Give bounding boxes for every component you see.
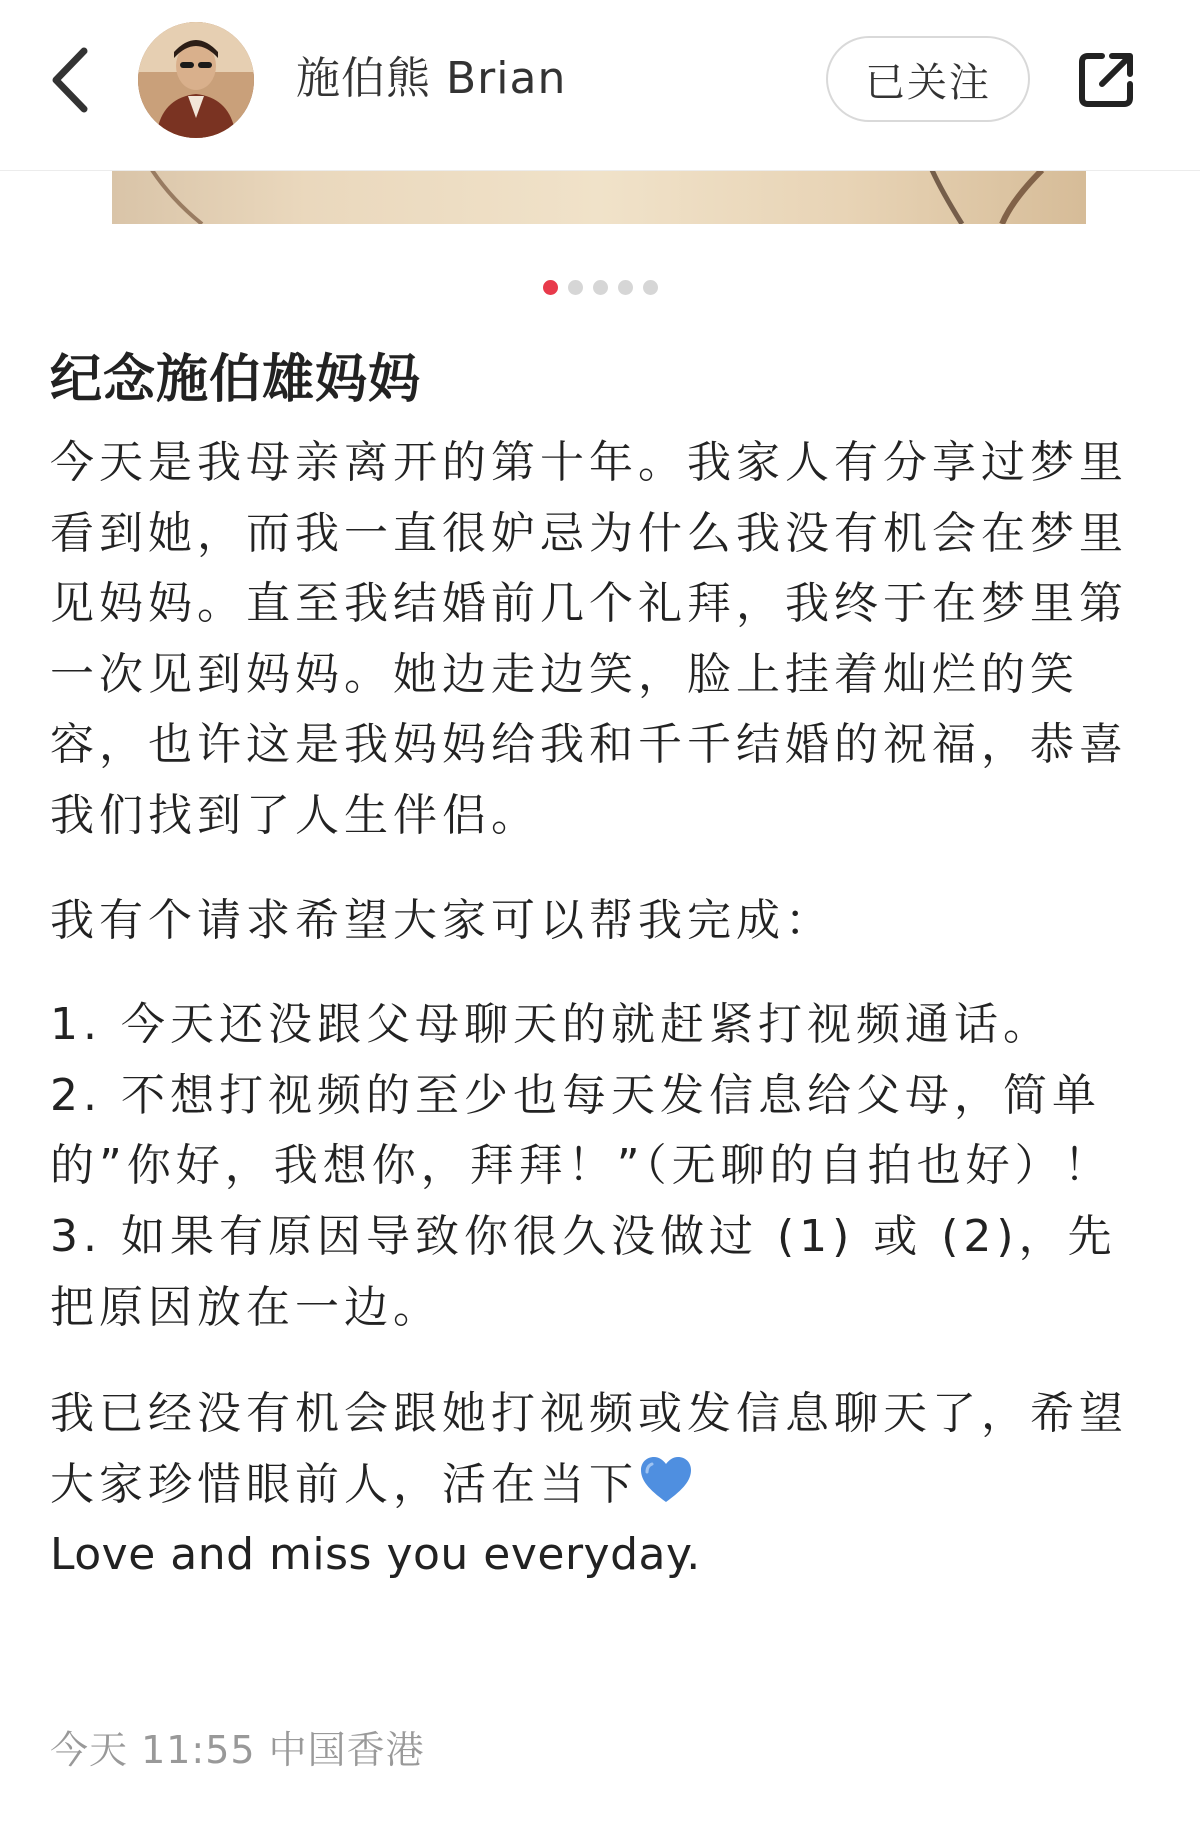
author-name[interactable]: 施伯熊 Brian — [296, 53, 567, 104]
chevron-left-icon — [48, 45, 92, 115]
post-paragraph: 我有个请求希望大家可以帮我完成： — [50, 894, 834, 946]
carousel-dot[interactable] — [593, 280, 608, 295]
follow-button[interactable]: 已关注 — [826, 36, 1030, 122]
post-content — [50, 340, 1160, 1591]
carousel-dot[interactable] — [618, 280, 633, 295]
carousel-dot[interactable] — [568, 280, 583, 295]
post-image-fragment — [112, 170, 1086, 224]
post-paragraph-text: 我已经没有机会跟她打视频或发信息聊天了，希望大家珍惜眼前人，活在当下 — [50, 1388, 1128, 1510]
carousel-dot[interactable] — [643, 280, 658, 295]
post-image[interactable] — [112, 170, 1086, 224]
post-title: 纪念施伯雄妈妈 — [50, 350, 422, 410]
carousel-indicator[interactable] — [0, 280, 1200, 295]
avatar-image — [138, 22, 254, 138]
post-paragraph — [50, 1379, 1160, 1520]
carousel-dot[interactable] — [543, 280, 558, 295]
share-button[interactable] — [1066, 40, 1146, 120]
post-paragraph: 今天是我母亲离开的第十年。我家人有分享过梦里看到她，而我一直很妒忌为什么我没有机会在梦里见妈妈。直至我结婚前几个礼拜，我终于在梦里第一次见到妈妈。她边走边笑，脸上挂着灿烂的笑容，也许这是我妈妈给我和千千结婚的祝福，恭喜我们找到了人生伴侣。 — [50, 437, 1128, 841]
back-button[interactable] — [40, 40, 100, 120]
share-icon — [1074, 48, 1138, 112]
closing-line: Love and miss you everyday. — [50, 1529, 701, 1581]
post-header — [0, 0, 1200, 171]
author-avatar[interactable] — [138, 22, 254, 138]
blue-heart-icon — [638, 1455, 694, 1505]
post-list: 1. 今天还没跟父母聊天的就赶紧打视频通话。 2. 不想打视频的至少也每天发信息给父母，简单的”你好，我想你，拜拜！”（无聊的自拍也好）！ 3. 如果有原因导致你很久没做过 (1) 或 (2)，先把原因放在一边。 — [50, 999, 1117, 1333]
post-timestamp: 今天 11:55 中国香港 — [50, 1728, 425, 1772]
